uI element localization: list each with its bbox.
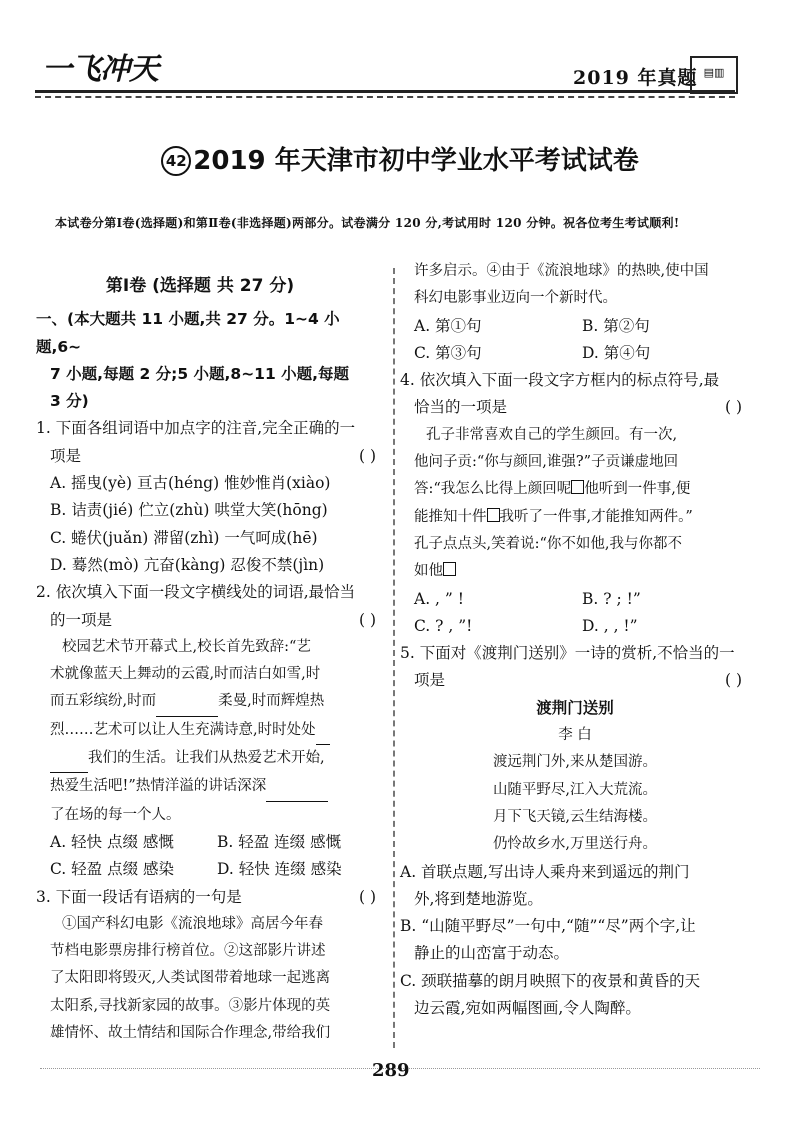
option: D. 轻快 连缀 感染 (217, 860, 342, 879)
fill-blank (266, 773, 328, 801)
passage-line (400, 504, 750, 531)
answer-paren: ( ) (724, 671, 742, 690)
punctuation-box (487, 508, 500, 522)
exam-instructions: 本试卷分第Ⅰ卷(选择题)和第Ⅱ卷(非选择题)两部分。试卷满分 120 分,考试用时 120 分钟。祝各位考生考试顺利! (55, 216, 680, 230)
passage-line (400, 558, 750, 585)
column-divider (393, 268, 395, 1048)
header-year-label: 2019 年真题 (573, 67, 698, 89)
passage-line: 雄情怀、故土情结和国际合作理念,带给我们 (50, 1025, 331, 1042)
option: B. 诘责(jié) 伫立(zhù) 哄堂大笑(hōng) (50, 501, 328, 520)
option: C. ? , ”! (414, 616, 473, 635)
passage-text: 柔曼,时而辉煌热 (218, 693, 325, 710)
fill-blank (50, 745, 88, 773)
right-column (400, 258, 750, 1022)
option: B. “山随平野尽”一句中,“随”“尽”两个字,让 (400, 917, 696, 936)
fill-blank (316, 717, 330, 745)
passage-line: 校园艺术节开幕式上,校长首先致辞:“艺 (62, 638, 311, 655)
passage-line (36, 688, 384, 716)
section-heading-line: 7 小题,每题 2 分;5 小题,8~11 小题,每题 (50, 364, 350, 383)
option: C. 第③句 (414, 343, 482, 362)
option: A. , ” ! (414, 589, 464, 608)
section-heading-line: 3 分) (50, 392, 89, 411)
option-line: 外,将到楚地游览。 (414, 889, 543, 908)
passage-line (36, 745, 384, 773)
poem-title: 渡荆门送别 (536, 698, 614, 717)
answer-paren: ( ) (358, 446, 376, 465)
passage-line: 了太阳即将毁灭,人类试图带着地球一起逃离 (50, 970, 331, 987)
left-column (36, 273, 384, 1047)
passage-text: 能推知十件 (414, 508, 487, 525)
poem-line: 月下飞天镜,云生结海楼。 (492, 808, 658, 825)
question-3-line: 3. 下面一段话有语病的一句是 (36, 887, 242, 906)
question-3 (36, 884, 384, 911)
passage-text: 我听了一件事,才能推知两件。” (499, 508, 693, 525)
passage-line: 他问子贡:“你与颜回,谁强?”子贡谦虚地回 (414, 454, 679, 471)
passage-line: 科幻电影事业迈向一个新时代。 (414, 290, 617, 307)
section-heading: 一、(本大题共 11 小题,共 27 分。1~4 小题,6~ (36, 310, 340, 356)
passage-text: 烈……艺术可以让人生充满诗意,时时处处 (50, 721, 316, 738)
answer-paren: ( ) (358, 610, 376, 629)
brand-logo: 一飞冲天 (42, 52, 158, 87)
passage-line: 了在场的每一个人。 (50, 806, 181, 823)
passage-line: 术就像蓝天上舞动的云霞,时而洁白如雪,时 (50, 666, 321, 683)
book-icon: ▤▥ (690, 56, 738, 94)
option: B. 轻盈 连缀 感慨 (217, 832, 342, 851)
punctuation-box (571, 480, 584, 494)
poem-line: 山随平野尽,江入大荒流。 (492, 781, 658, 798)
option: C. 蜷伏(juǎn) 滞留(zhì) 一气呵成(hē) (50, 528, 318, 547)
paper-number: 42 (161, 146, 191, 176)
passage-line: 孔子非常喜欢自己的学生颜回。有一次, (426, 426, 678, 443)
option: A. 第①句 (414, 316, 482, 335)
header-rule (35, 90, 735, 93)
poem-author: 李 白 (558, 727, 592, 744)
option: A. 轻快 点缀 感慨 (50, 832, 174, 851)
option: D. 蓦然(mò) 亢奋(kàng) 忍俊不禁(jìn) (50, 555, 325, 574)
question-4-line: 恰当的一项是 (414, 398, 508, 417)
option: B. 第②句 (582, 316, 650, 335)
option: A. 摇曳(yè) 亘古(héng) 惟妙惟肖(xiào) (50, 474, 331, 493)
option: D. 第④句 (582, 343, 651, 362)
question-2: 2. 依次填入下面一段文字横线处的词语,最恰当 (36, 583, 356, 602)
header-dashed-rule (35, 96, 735, 98)
section-title: 第Ⅰ卷 (选择题 共 27 分) (105, 276, 295, 296)
poem-line: 仍怜故乡水,万里送行舟。 (492, 836, 658, 853)
option-line: 边云霞,宛如两幅图画,令人陶醉。 (414, 999, 641, 1018)
option: C. 颈联描摹的朗月映照下的夜景和黄昏的天 (400, 971, 701, 990)
paper-title (0, 140, 800, 177)
poem-line: 渡远荆门外,来从楚国游。 (492, 754, 658, 771)
page-number: 289 (372, 1060, 410, 1081)
option: D. , , !” (582, 616, 638, 635)
question-2-line: 的一项是 (50, 610, 113, 629)
fill-blank (156, 688, 218, 716)
passage-text: 他听到一件事,便 (584, 481, 691, 498)
question-1-line: 项是 (50, 446, 82, 465)
option: C. 轻盈 点缀 感染 (50, 860, 175, 879)
passage-line (36, 773, 384, 801)
passage-text: 如他 (414, 563, 443, 580)
passage-text: 答:“我怎么比得上颜回呢 (414, 481, 572, 498)
punctuation-box (443, 562, 456, 576)
option: B. ? ; !” (582, 589, 641, 608)
question-4: 4. 依次填入下面一段文字方框内的标点符号,最 (400, 371, 720, 390)
passage-line: 太阳系,寻找新家园的故事。③影片体现的英 (50, 997, 331, 1014)
passage-text: 热爱生活吧!”热情洋溢的讲话深深 (50, 778, 267, 795)
question-5: 5. 下面对《渡荆门送别》一诗的赏析,不恰当的一 (400, 644, 735, 663)
passage-line (36, 717, 384, 745)
passage-line: 孔子点点头,笑着说:“你不如他,我与你都不 (414, 535, 683, 552)
question-5-line: 项是 (414, 671, 446, 690)
passage-line: 节档电影票房排行榜首位。②这部影片讲述 (50, 943, 326, 960)
answer-paren: ( ) (724, 398, 742, 417)
passage-line: 许多启示。④由于《流浪地球》的热映,使中国 (414, 263, 709, 279)
passage-text: 而五彩缤纷,时而 (50, 693, 157, 710)
passage-line (400, 476, 750, 503)
passage-line: ①国产科幻电影《流浪地球》高居今年春 (62, 915, 323, 932)
passage-text: 我们的生活。让我们从热爱艺术开始, (88, 750, 325, 767)
answer-paren: ( ) (358, 887, 376, 906)
question-1: 1. 下面各组词语中加点字的注音,完全正确的一 (36, 419, 356, 438)
option: A. 首联点题,写出诗人乘舟来到遥远的荆门 (400, 862, 690, 881)
paper-title-text: 2019 年天津市初中学业水平考试试卷 (193, 146, 639, 176)
option-line: 静止的山峦富于动态。 (414, 944, 570, 963)
